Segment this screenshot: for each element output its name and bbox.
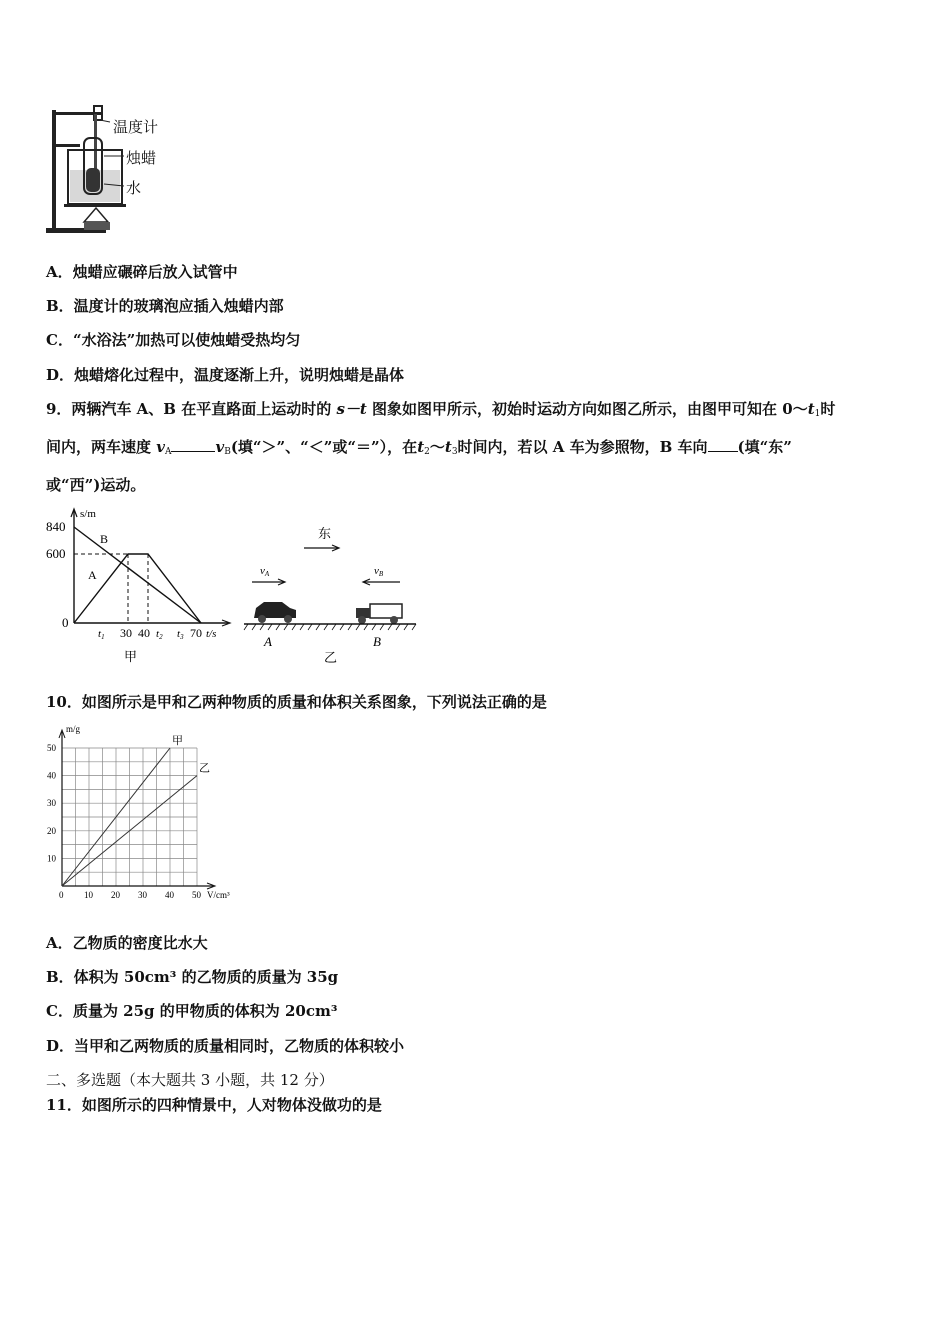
y-tick-label: 30 [47,798,56,809]
st-graph [44,505,234,670]
x-tick-label: 30 [138,890,147,900]
car-a-icon [254,602,296,623]
q9-t1: t [807,400,815,418]
st-caption: 甲 [124,649,138,664]
scene-vA: vA [260,565,270,578]
q9-text-2d: (填“东” [737,438,792,456]
st-x30: 30 [120,626,132,640]
q9-st: s－t [336,400,367,418]
st-x-t1: t1 [98,628,105,641]
q9-blank-2[interactable] [708,437,738,452]
q9-text-1c: 时 [820,400,836,418]
q10-option-c: C．质量为 25g 的甲物质的体积为 20cm³ [46,1002,338,1020]
q9-text-2b: (填“＞”、“＜”或“＝”），在 [230,438,418,456]
label-water: 水 [126,179,142,197]
q9-line-2 [46,436,792,457]
st-y600: 600 [46,546,66,561]
x-tick-label: 40 [165,890,174,900]
st-line-b-label: B [100,532,109,546]
q8-option-b: B．温度计的玻璃泡应插入烛蜡内部 [46,297,284,315]
scene-yi [240,520,420,670]
label-thermometer: 温度计 [113,118,159,136]
y-tick-label: 10 [47,853,56,864]
st-y840: 840 [46,519,66,534]
series-label-1: 甲 [172,735,183,747]
y-tick-label: 20 [47,825,56,836]
x-tick-label: 50 [192,890,201,900]
scene-car-b-label: B [373,634,381,649]
q8-option-c: C．“水浴法”加热可以使烛蜡受热均匀 [46,331,301,349]
q9-vA: v [156,438,165,456]
q9-tilde: ～ [429,438,445,456]
label-wax: 烛蜡 [126,149,157,167]
q9-t1-sub: 1 [814,409,821,419]
q9-blank-1[interactable] [171,437,215,452]
scene-vB: vB [374,565,384,578]
q9-vB-sub: B [224,447,231,457]
st-line-a-label: A [88,568,97,582]
x-tick-label: 0 [59,890,64,900]
truck-b-icon [356,604,402,624]
st-ylabel: s/m [80,508,96,520]
st-x40: 40 [138,626,150,640]
y-tick-label: 50 [47,743,56,753]
q11-stem: 11．如图所示的四种情景中，人对物体没做功的是 [46,1096,382,1114]
series-label-2: 乙 [199,762,210,775]
q9-vA-sub: A [164,447,172,457]
q9-text-2c: 时间内，若以 A 车为参照物，B 车向 [457,438,708,456]
q9-text-1: 9．两辆汽车 A、B 在平直路面上运动时的 [46,400,332,418]
q8-option-a: A．烛蜡应碾碎后放入试管中 [46,263,238,281]
mass-volume-chart [44,716,244,902]
st-x-t3: t3 [177,628,184,641]
q9-vB: v [215,438,225,456]
q10-option-b: B．体积为 50cm³ 的乙物质的质量为 35g [46,968,339,986]
q10-option-a: A．乙物质的密度比水大 [46,934,208,952]
q8-option-d: D．烛蜡熔化过程中，温度逐渐上升，说明烛蜡是晶体 [46,366,405,384]
scene-caption: 乙 [324,650,338,665]
scene-east-label: 东 [318,526,332,541]
q9-t3-sub: 3 [451,447,458,457]
scene-car-a-label: A [264,634,272,649]
q10-stem: 10．如图所示是甲和乙两种物质的质量和体积关系图象，下列说法正确的是 [46,693,547,711]
q9-t2: t [417,438,425,456]
q9-line-1 [46,398,835,419]
q9-t3: t [444,438,452,456]
q9-t2-sub: 2 [424,447,430,457]
q9-line-3: 或“西”)运动。 [46,476,146,494]
y-tick-label: 40 [47,770,56,781]
q9-text-1b: 图象如图甲所示，初始时运动方向如图乙所示，由图甲可知在 0～ [372,400,808,418]
st-xlabel: t/s [206,628,217,640]
y-axis-label: m/g [66,724,81,734]
q10-option-d: D．当甲和乙两物质的质量相同时，乙物质的体积较小 [46,1037,405,1055]
x-tick-label: 20 [111,890,120,900]
st-y0: 0 [62,615,69,630]
st-x70: 70 [190,626,202,640]
x-axis-label: V/cm³ [207,890,230,900]
st-x-t2: t2 [156,628,163,641]
q9-text-2a: 间内，两车速度 [46,438,152,456]
section-title: 二、多选题（本大题共 3 小题，共 12 分） [46,1071,334,1089]
x-tick-label: 10 [84,890,93,900]
